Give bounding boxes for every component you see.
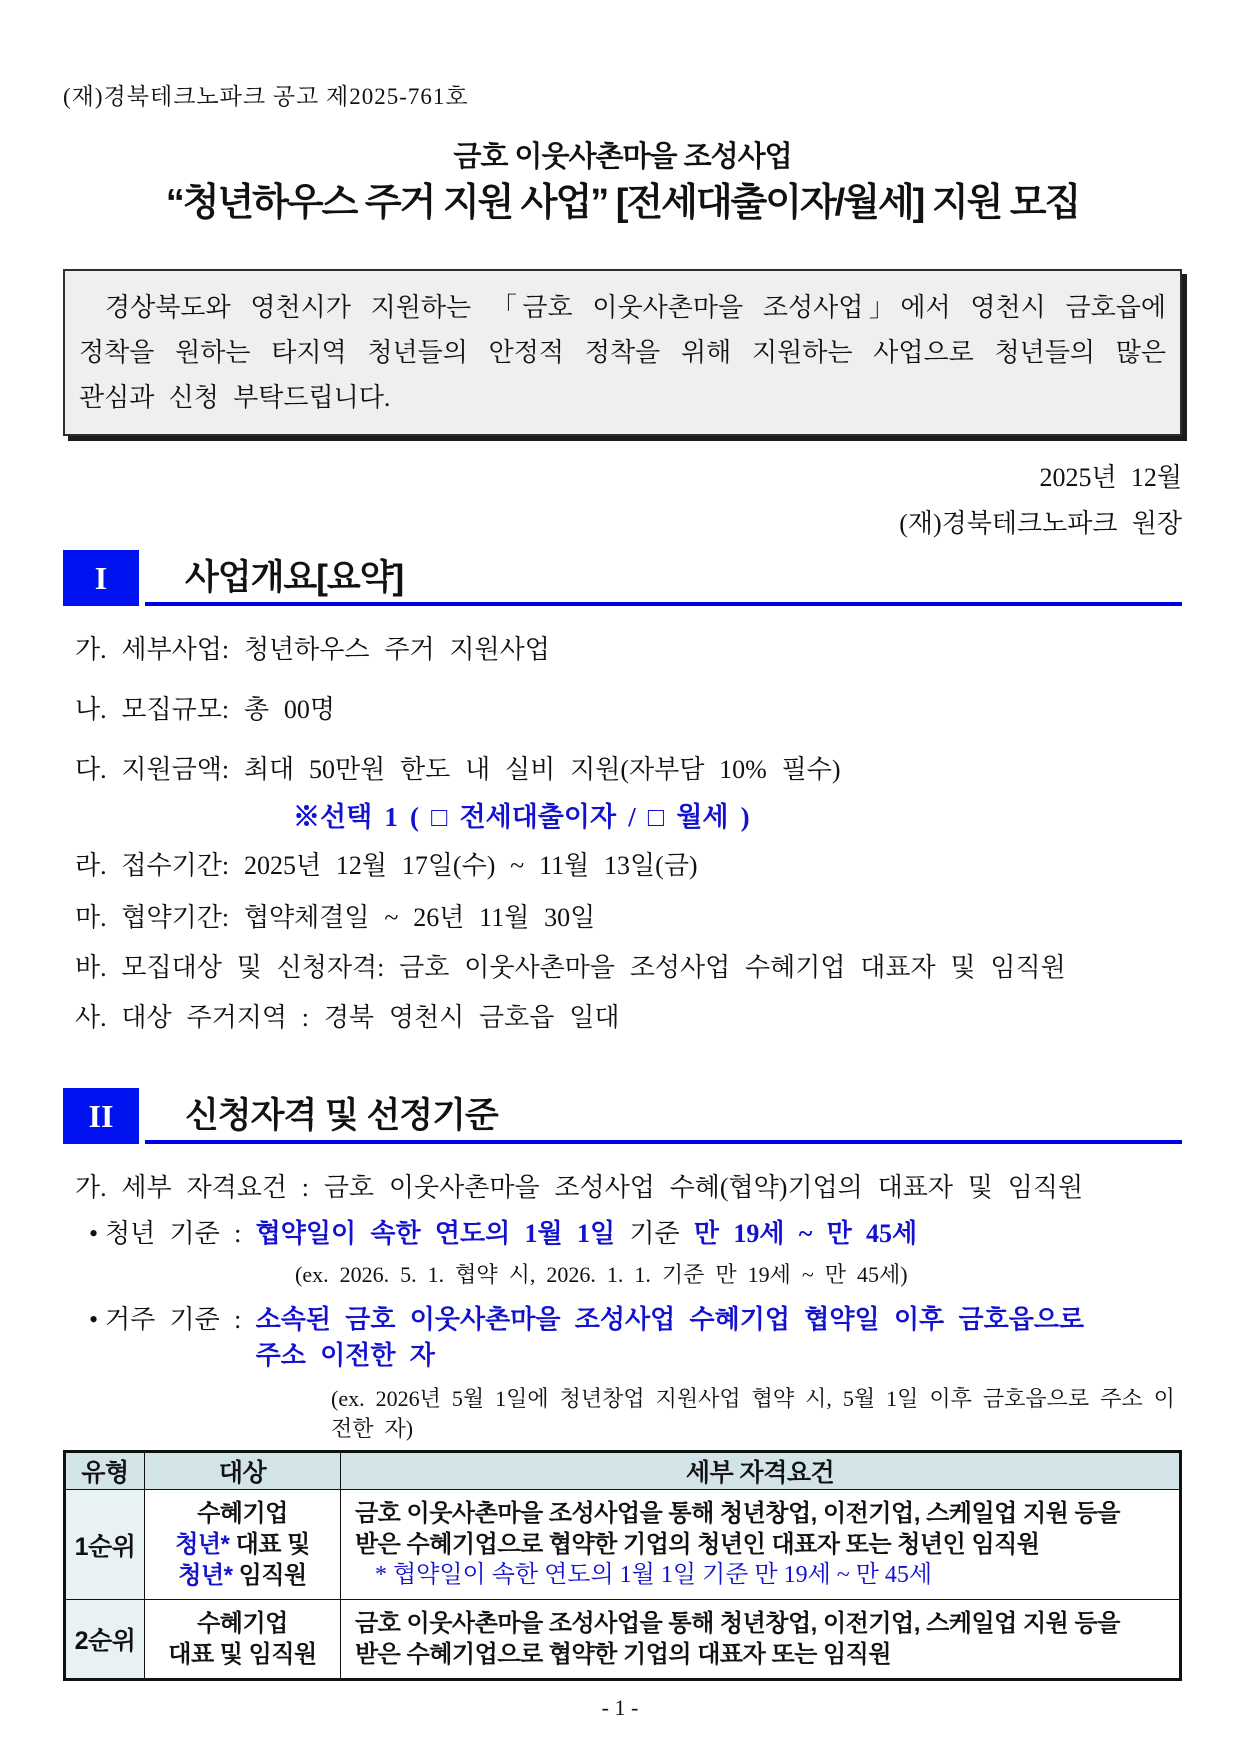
row1-target: 수혜기업 청년* 대표 및 청년* 임직원	[145, 1490, 341, 1600]
row1-detail: 금호 이웃사촌마을 조성사업을 통해 청년창업, 이전기업, 스케일업 지원 등을 받은 수혜기업으로 협약한 기업의 청년인 대표자 또는 청년인 임직원 * 협약일이 속한 연도의 1월 1일 기준 만 19세 ~ 만 45세	[341, 1490, 1181, 1600]
section2-header	[63, 1088, 1182, 1144]
section1-header	[63, 550, 1182, 606]
section1-title: 사업개요[요약]	[185, 558, 404, 597]
overview-item-sa: 사. 대상 주거지역 : 경북 영천시 금호읍 일대	[75, 1003, 620, 1032]
residence-criteria-value	[256, 1302, 1084, 1374]
youth-highlight: 청년*	[178, 1562, 233, 1589]
section1-numeral-box	[63, 550, 139, 606]
youth-criteria-line	[75, 1216, 1182, 1252]
bullet-icon: •	[89, 1305, 99, 1334]
residence-criteria-line	[75, 1302, 1182, 1374]
row1-age-note: * 협약일이 속한 연도의 1월 1일 기준 만 19세 ~ 만 45세	[375, 1562, 933, 1588]
youth-example-note: (ex. 2026. 5. 1. 협약 시, 2026. 1. 1. 기준 만 19세 ~ 만 45세)	[295, 1262, 908, 1287]
header-cell-type: 유형	[65, 1452, 145, 1490]
row1-type: 1순위	[65, 1490, 145, 1600]
overview-item-ba: 바. 모집대상 및 신청자격: 금호 이웃사촌마을 조성사업 수혜기업 대표자 및 임직원	[75, 953, 1066, 982]
qualification-table	[63, 1450, 1182, 1681]
section1-numeral: I	[94, 559, 108, 596]
page-number: - 1 -	[601, 1695, 639, 1720]
issuer: (재)경북테크노파크 원장	[899, 509, 1182, 538]
row2-target: 수혜기업 대표 및 임직원	[145, 1600, 341, 1680]
table-row	[65, 1600, 1181, 1680]
header-cell-target: 대상	[145, 1452, 341, 1490]
overview-item-da: 다. 지원금액: 최대 50만원 한도 내 실비 지원(자부담 10% 필수)	[75, 755, 841, 784]
intro-text: 경상북도와 영천시가 지원하는 「금호 이웃사촌마을 조성사업」에서 영천시 금호읍에 정착을 원하는 타지역 청년들의 안정적 정착을 위해 지원하는 사업으로 청년들의 많은 관심과 신청 부탁드립니다.	[79, 293, 1166, 412]
overview-item-ra: 라. 접수기간: 2025년 12월 17일(수) ~ 11월 13일(금)	[75, 851, 698, 880]
page-title: “청년하우스 주거 지원 사업” [전세대출이자/월세] 지원 모집	[165, 182, 1080, 224]
youth-criteria-label: • 청년 기준 :	[75, 1216, 256, 1252]
header-cell-detail: 세부 자격요건	[341, 1452, 1181, 1490]
bullet-icon: •	[89, 1219, 99, 1248]
youth-highlight: 청년*	[175, 1531, 230, 1558]
residence-blue-line1: 소속된 금호 이웃사촌마을 조성사업 수혜기업 협약일 이후 금호읍으로	[255, 1305, 1085, 1334]
residence-blue-line2: 주소 이전한 자	[255, 1341, 435, 1370]
table-header-row	[65, 1452, 1181, 1490]
program-subtitle: 금호 이웃사촌마을 조성사업	[453, 141, 792, 173]
qualification-item-ga: 가. 세부 자격요건 : 금호 이웃사촌마을 조성사업 수혜(협약)기업의 대표자 및 임직원	[75, 1173, 1084, 1202]
section2-numeral: II	[88, 1097, 114, 1134]
youth-blue-2: 만 19세 ~ 만 45세	[693, 1219, 918, 1248]
residence-criteria-label: • 거주 기준 :	[75, 1302, 256, 1374]
youth-blue-1: 협약일이 속한 연도의 1월 1일	[255, 1219, 616, 1248]
notice-number: (재)경북테크노파크 공고 제2025-761호	[63, 84, 469, 109]
intro-box	[63, 269, 1182, 436]
choice-note: ※선택 1 ( □ 전세대출이자 / □ 월세 )	[293, 802, 750, 832]
overview-item-na: 나. 모집규모: 총 00명	[75, 695, 335, 724]
overview-item-ga: 가. 세부사업: 청년하우스 주거 지원사업	[75, 635, 550, 664]
residence-example-note: (ex. 2026년 5월 1일에 청년창업 지원사업 협약 시, 5월 1일 이후 금호읍으로 주소 이전한 자)	[331, 1386, 1175, 1441]
youth-mid: 기준	[615, 1219, 694, 1248]
youth-criteria-value	[256, 1216, 918, 1252]
section2-numeral-box	[63, 1088, 139, 1144]
overview-item-ma: 마. 협약기간: 협약체결일 ~ 26년 11월 30일	[75, 903, 596, 932]
table-row	[65, 1490, 1181, 1600]
issue-date: 2025년 12월	[1039, 463, 1182, 492]
section2-title: 신청자격 및 선정기준	[185, 1096, 498, 1135]
row2-type: 2순위	[65, 1600, 145, 1680]
row2-detail: 금호 이웃사촌마을 조성사업을 통해 청년창업, 이전기업, 스케일업 지원 등을 받은 수혜기업으로 협약한 기업의 대표자 또는 임직원	[341, 1600, 1181, 1680]
